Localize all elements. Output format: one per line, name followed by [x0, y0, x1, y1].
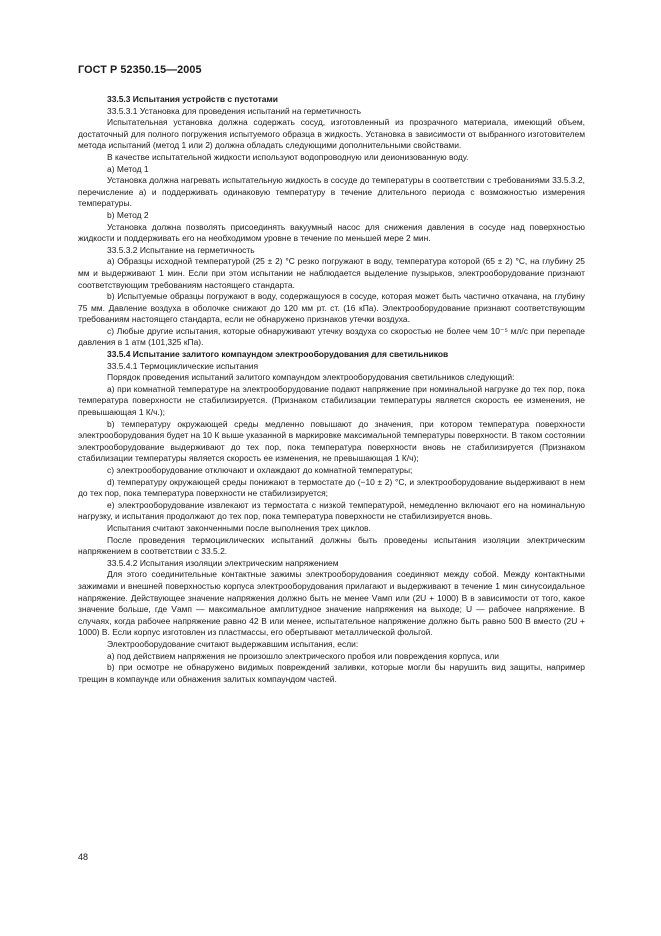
list-item: b) Метод 2	[107, 209, 149, 220]
list-item: d) температуру окружающей среды понижают в термостате до (−10 ± 2) °С, и электрооборудование выдерживают в нем до тех пор, пока температура поверхности не стабилизируется;	[78, 476, 585, 499]
document-header: ГОСТ Р 52350.15—2005	[78, 64, 202, 76]
paragraph: Для этого соединительные контактные зажимы электрооборудования соединяют между собой. Между контактными зажимами и внешней поверхностью корпуса электрооборудования прилагают и выдерживают в течение 1 мин синусоидальное напряжение. Действующее значение напряжения должно быть не менее Vамп или (2U + 1000) В в зависимости от того, какое значение больше, где Vамп — максимальное амплитудное значение напряжения на выходе; U — рабочее напряжение. В случаях, когда рабочее напряжение равно 42 В или менее, испытательное напряжение должно быть равно 500 В вместо (2U + 1000) В. Если корпус изготовлен из пластмассы, его обертывают металлической фольгой.	[78, 569, 585, 638]
list-item: b) при осмотре не обнаружено видимых повреждений заливки, которые могли бы нарушить вид защиты, например трещин в компаунде или обнажения залитых компаундом частей.	[78, 662, 585, 684]
list-item: b) Испытуемые образцы погружают в воду, содержащуюся в сосуде, которая может быть частично откачана, на глубину 75 мм. Давление воздуха в оболочке снижают до 120 мм рт. ст. (16 кПа). Электрооборудование признают соответствующим требованиям настоящего стандарта, если не обнаружено признаков утечки воздуха.	[78, 291, 585, 325]
subsection-heading: 33.5.3.1 Установка для проведения испытаний на герметичность	[107, 105, 362, 116]
page-number: 48	[78, 852, 89, 862]
paragraph: Порядок проведения испытаний залитого компаундом электрооборудования светильников следующий:	[107, 372, 515, 383]
document-body	[78, 94, 585, 685]
paragraph: Электрооборудование считают выдержавшим испытания, если:	[107, 638, 359, 649]
paragraph: В качестве испытательной жидкости используют водопроводную или деионизованную воду.	[107, 151, 469, 162]
section-heading: 33.5.4 Испытание залитого компаундом электрооборудования для светильников	[107, 349, 449, 360]
paragraph: Испытания считают законченными после выполнения трех циклов.	[107, 522, 371, 533]
list-item: е) электрооборудование извлекают из термостата с низкой температурой, немедленно включают его на номинальную нагрузку, и испытания продолжают до тех пор, пока температура поверхности не стабилизируется вновь.	[78, 499, 585, 522]
subsection-heading: 33.5.3.2 Испытание на герметичность	[107, 244, 255, 255]
list-item: а) под действием напряжения не произошло электрического пробоя или повреждения корпуса, или	[107, 650, 499, 661]
subsection-heading: 33.5.4.1 Термоциклические испытания	[107, 360, 259, 371]
subsection-heading: 33.5.4.2 Испытания изоляции электрическим напряжением	[107, 557, 339, 568]
list-item: b) температуру окружающей среды медленно повышают до значения, при котором температура поверхности электрооборудования будет на 10 К выше указанной в маркировке максимальной температуры поверхности. В таком состоянии электрооборудование выдерживают до тех пор, пока температура поверхности вновь не стабилизируется (Признаком стабилизации температуры является скорость ее изменения, не превышающая 1 К/ч);	[78, 418, 585, 464]
paragraph: Испытательная установка должна содержать сосуд, изготовленный из прозрачного материала, имеющий объем, достаточный для полного погружения испытуемого образца в жидкость. Установка в зависимости от выбранного изготовителем метода испытаний (метод 1 или 2) должна обладать следующими дополнительными свойствами.	[78, 117, 585, 151]
paragraph: Установка должна нагревать испытательную жидкость в сосуде до температуры в соответствии с требованиями 33.5.3.2, перечисление а) и поддерживать одинаковую температуру в течение длительного периода с возможностью измерения температуры.	[78, 175, 585, 209]
list-item: с) электрооборудование отключают и охлаждают до комнатной температуры;	[107, 465, 413, 475]
section-heading: 33.5.3 Испытания устройств с пустотами	[107, 94, 278, 104]
paragraph: После проведения термоциклических испытаний должны быть проведены испытания изоляции электрическим напряжением в соответствии с 33.5.2.	[78, 534, 585, 557]
list-item: а) при комнатной температуре на электрооборудование подают напряжение при номинальной нагрузке до тех пор, пока температура поверхности не стабилизируется. (Признаком стабилизации температуры является скорость ее изменения, не превышающая 1 К/ч.);	[78, 383, 585, 418]
paragraph: Установка должна позволять присоединять вакуумный насос для снижения давления в сосуде над поверхностью жидкости и поддерживать его на необходимом уровне в течение по меньшей мере 2 мин.	[78, 221, 585, 244]
list-item: с) Любые другие испытания, которые обнаруживают утечку воздуха со скоростью не более чем 10⁻⁵ мл/с при перепаде давления в 1 атм (101,325 кПа).	[78, 325, 585, 348]
list-item: а) Метод 1	[107, 163, 149, 174]
list-item: а) Образцы исходной температурой (25 ± 2) °С резко погружают в воду, температура которой (65 ± 2) °С, на глубину 25 мм и выдерживают 1 мин. Если при этом испытании не наблюдается выделение пузырьков, электрооборудование признают соответствующим требованиям настоящего стандарта.	[78, 256, 585, 290]
